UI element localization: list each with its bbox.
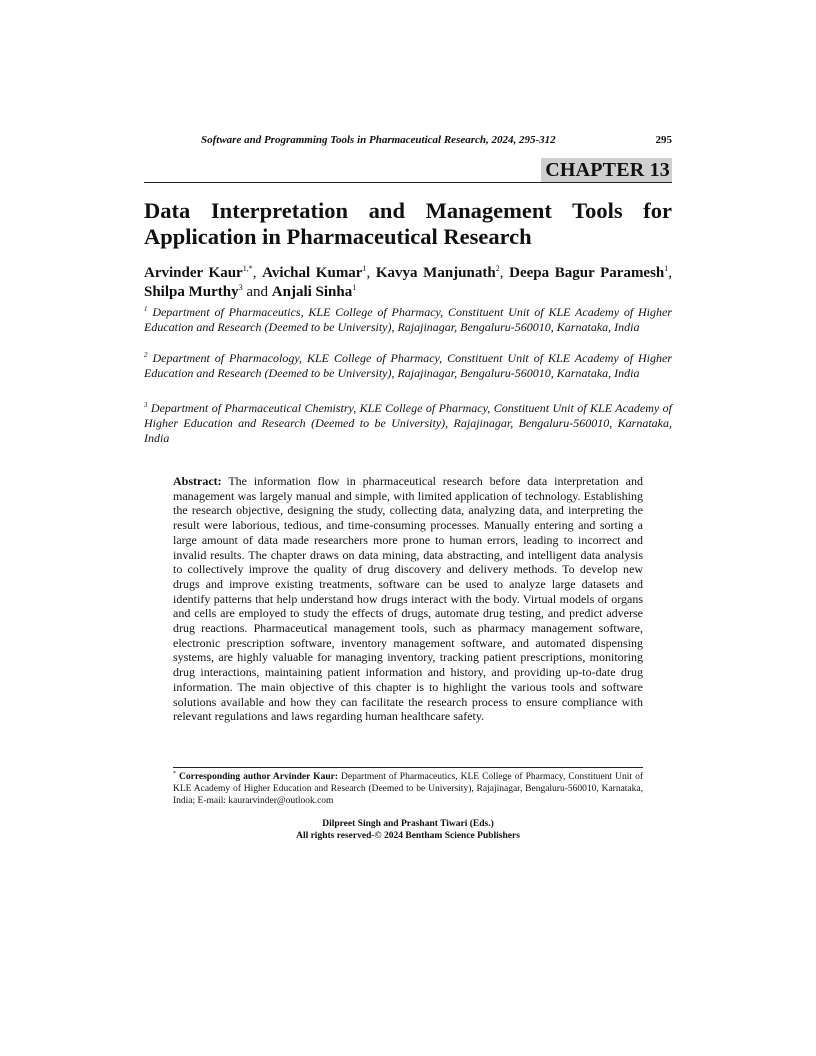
affiliation-2 (144, 351, 672, 381)
author-name: Avichal Kumar (262, 265, 363, 281)
author-separator: , (668, 265, 673, 281)
abstract (173, 474, 643, 724)
author-name: Kavya Manjunath (375, 265, 496, 281)
author-name: Arvinder Kaur (144, 265, 243, 281)
chapter-label: CHAPTER 13 (541, 158, 672, 183)
publisher-block (144, 818, 672, 842)
author-list (144, 264, 672, 302)
abstract-text: The information flow in pharmaceutical research before data interpretation and management was largely manual and simple, with limited application of technology. Establishing the research objective, designing the study, collecting data, analyzing data, and interpreting the result were laborious, tedious, and time-consuming processes. Manually entering and sorting a large amount of data made researchers more prone to human errors, leading to incorrect and invalid results. The chapter draws on data mining, data abstracting, and intelligent data analysis to collectively improve the quality of drug discovery and delivery methods. To develop new drugs and improve existing treatments, software can be used to analyze large datasets and identify patterns that help understand how drugs interact with the body. Virtual models of organs and cells are employed to study the effects of drugs, automate drug testing, and predict adverse drug reactions. Pharmaceutical management tools, such as pharmacy management software, electronic prescription software, inventory management software, and automated dispensing systems, are highly valuable for managing inventory, tracking patient prescriptions, monitoring drug interactions, maintaining patient information and history, and providing up-to-date drug information. The main objective of this chapter is to highlight the various tools and software solutions available and how they can facilitate the research process to ensure compliance with relevant regulations and laws regarding human healthcare safety. (173, 474, 643, 724)
affiliation-number: 2 (144, 351, 148, 359)
author-separator: , (366, 265, 376, 281)
author-affil-mark: 2 (495, 264, 500, 273)
footnote-rule (173, 767, 643, 768)
affiliation-3 (144, 401, 672, 446)
author-name: Shilpa Murthy (144, 284, 239, 300)
chapter-title: Data Interpretation and Management Tools for Application in Pharmaceutical Research (144, 198, 672, 249)
copyright-line: All rights reserved-© 2024 Bentham Science Publishers (296, 831, 520, 841)
footnote-text: Department of Pharmaceutics, KLE College of Pharmacy, Constituent Unit of KLE Academy of Higher Education and Research (Deemed to be University), Rajajinagar, Bengaluru-560010, Karnataka, India; E-mail: kaurarvinder@outlook.com (173, 772, 643, 806)
author-affil-mark: 1 (352, 283, 357, 292)
affiliation-number: 3 (144, 401, 148, 409)
author-affil-mark: 3 (238, 283, 243, 292)
author-separator: and (242, 284, 272, 300)
affiliation-text: Department of Pharmaceutics, KLE College of Pharmacy, Constituent Unit of KLE Academy of Higher Education and Research (Deemed to be University), Rajajinagar, Bengaluru-560010, Karnataka, India (144, 305, 672, 334)
footnote-label: Corresponding author Arvinder Kaur: (176, 772, 338, 782)
author-name: Anjali Sinha (271, 284, 353, 300)
abstract-label: Abstract: (173, 474, 222, 488)
running-head (201, 134, 672, 146)
editors-line: Dilpreet Singh and Prashant Tiwari (Eds.) (322, 819, 494, 829)
corresponding-author-footnote (173, 771, 643, 807)
header-rule (144, 182, 672, 183)
affiliation-text: Department of Pharmacology, KLE College of Pharmacy, Constituent Unit of KLE Academy of Higher Education and Research (Deemed to be University), Rajajinagar, Bengaluru-560010, Karnataka, India (144, 351, 672, 380)
author-affil-mark: 1 (664, 264, 669, 273)
author-separator: , (252, 265, 263, 281)
footnote-mark: * (173, 770, 176, 777)
author-separator: , (499, 265, 510, 281)
author-affil-mark: 1,* (242, 264, 253, 273)
author-affil-mark: 1 (362, 264, 367, 273)
running-head-citation: Software and Programming Tools in Pharmaceutical Research, 2024, 295-312 (201, 134, 556, 146)
affiliation-number: 1 (144, 305, 148, 313)
author-name: Deepa Bagur Paramesh (509, 265, 665, 281)
affiliation-1 (144, 305, 672, 335)
affiliation-text: Department of Pharmaceutical Chemistry, KLE College of Pharmacy, Constituent Unit of KLE Academy of Higher Education and Research (Deemed to be University), Rajajinagar, Bengaluru-560010, Karnataka, India (144, 401, 672, 445)
page-number: 295 (655, 134, 672, 146)
